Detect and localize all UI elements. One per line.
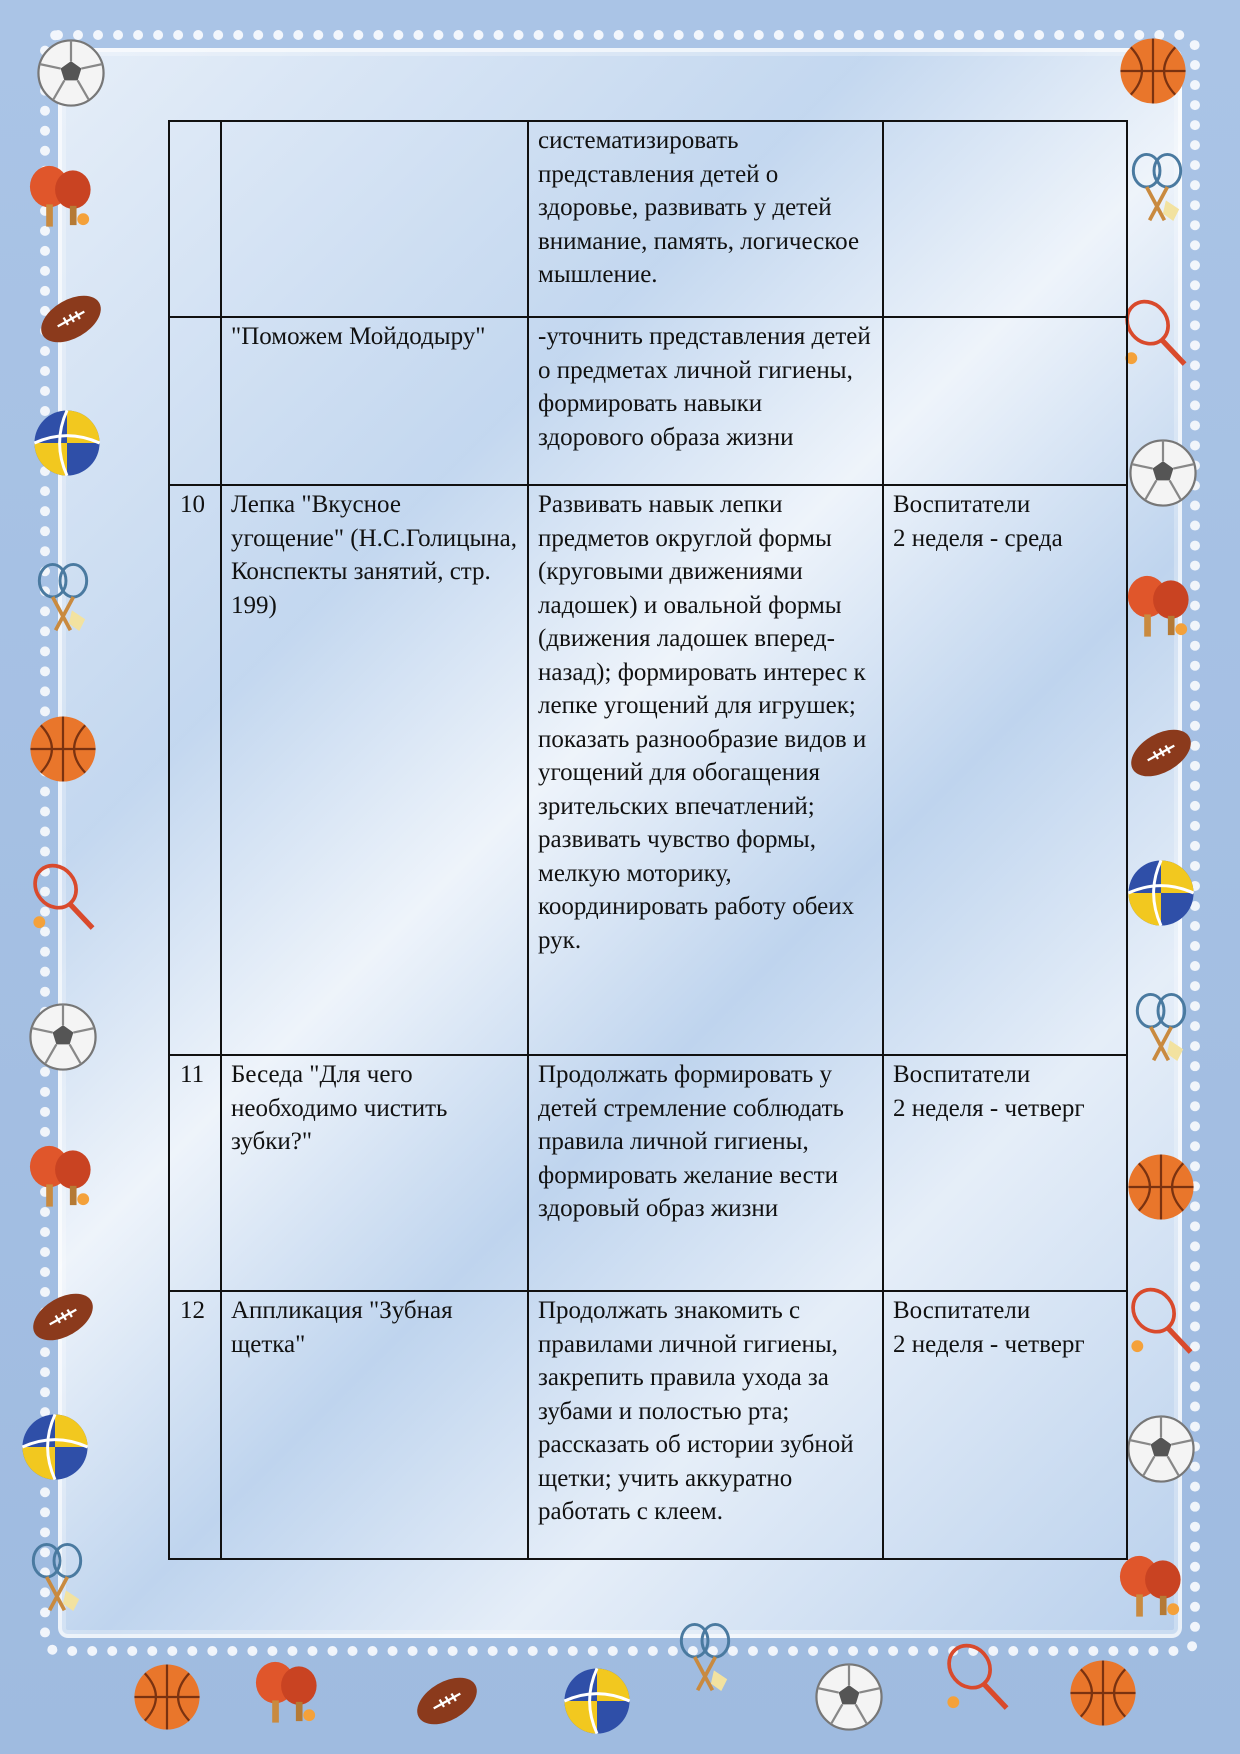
responsible-label: Воспитатели [893, 1297, 1031, 1324]
responsible-label: Воспитатели [893, 491, 1031, 518]
goal-cell: Продолжать формировать у детей стремление соблюдать правила личной гигиены, формировать желание вести здоровый образ жизни [528, 1055, 883, 1291]
topic-cell: Аппликация "Зубная щетка" [221, 1291, 528, 1559]
row-number: 10 [169, 485, 221, 1055]
volleyball-icon [560, 1664, 634, 1738]
rugby-ball-icon [1124, 716, 1198, 790]
goal-cell: Развивать навык лепки предметов округлой формы (круговыми движениями ладошек) и овальной формы (движения ладошек вперед-назад); формировать интерес к лепке угощений для игрушек; показать разнообразие видов и угощений для обогащения зрительских впечатлений; развивать чувство формы, мелкую моторику, координировать работу обеих рук. [528, 485, 883, 1055]
rugby-ball-icon [410, 1664, 484, 1738]
topic-cell: Лепка "Вкусное угощение" (Н.С.Голицына, Конспекты занятий, стр. 199) [221, 485, 528, 1055]
tennis-racket-icon [1118, 296, 1192, 370]
responsible-cell [883, 485, 1127, 1055]
goal-cell: Продолжать знакомить с правилами личной гигиены, закрепить правила ухода за зубами и полостью рта; рассказать об истории зубной щетки; учить аккуратно работать с клеем. [528, 1291, 883, 1559]
responsible-cell [883, 1291, 1127, 1559]
ping-pong-paddles-icon [1122, 570, 1196, 644]
ping-pong-paddles-icon [1114, 1550, 1188, 1624]
topic-cell [221, 121, 528, 317]
rugby-ball-icon [26, 1280, 100, 1354]
soccer-ball-icon [812, 1660, 886, 1734]
table-row [169, 1291, 1127, 1559]
ping-pong-paddles-icon [24, 1140, 98, 1214]
table-row [169, 121, 1127, 317]
table-row [169, 485, 1127, 1055]
row-number: 11 [169, 1055, 221, 1291]
tennis-racket-icon [940, 1640, 1014, 1714]
volleyball-icon [1124, 856, 1198, 930]
responsible-cell [883, 121, 1127, 317]
topic-cell: "Поможем Мойдодыру" [221, 317, 528, 485]
table-row [169, 1055, 1127, 1291]
row-number [169, 121, 221, 317]
basketball-icon [1116, 34, 1190, 108]
time-label: 2 неделя - среда [893, 524, 1063, 552]
time-label: 2 неделя - четверг [893, 1330, 1085, 1358]
responsible-cell [883, 1055, 1127, 1291]
time-label: 2 неделя - четверг [893, 1094, 1085, 1122]
basketball-icon [26, 712, 100, 786]
soccer-ball-icon [34, 36, 108, 110]
table-row [169, 317, 1127, 485]
badminton-rackets-icon [1120, 150, 1194, 224]
row-number: 12 [169, 1291, 221, 1559]
basketball-icon [1124, 1150, 1198, 1224]
goal-cell: -уточнить представления детей о предметах личной гигиены, формировать навыки здорового образа жизни [528, 317, 883, 485]
responsible-cell [883, 317, 1127, 485]
tennis-racket-icon [1124, 1284, 1198, 1358]
badminton-rackets-icon [668, 1620, 742, 1694]
basketball-icon [130, 1660, 204, 1734]
basketball-icon [1066, 1656, 1140, 1730]
volleyball-icon [18, 1410, 92, 1484]
badminton-rackets-icon [20, 1540, 94, 1614]
soccer-ball-icon [26, 1000, 100, 1074]
responsible-label: Воспитатели [893, 1061, 1031, 1088]
row-number [169, 317, 221, 485]
volleyball-icon [30, 406, 104, 480]
badminton-rackets-icon [26, 560, 100, 634]
tennis-racket-icon [26, 860, 100, 934]
activity-table [168, 120, 1128, 1560]
goal-cell: систематизировать представления детей о здоровье, развивать у детей внимание, память, логическое мышление. [528, 121, 883, 317]
ping-pong-paddles-icon [250, 1656, 324, 1730]
badminton-rackets-icon [1124, 990, 1198, 1064]
rugby-ball-icon [34, 282, 108, 356]
topic-cell: Беседа "Для чего необходимо чистить зубки?" [221, 1055, 528, 1291]
soccer-ball-icon [1124, 1412, 1198, 1486]
ping-pong-paddles-icon [24, 160, 98, 234]
soccer-ball-icon [1126, 436, 1200, 510]
